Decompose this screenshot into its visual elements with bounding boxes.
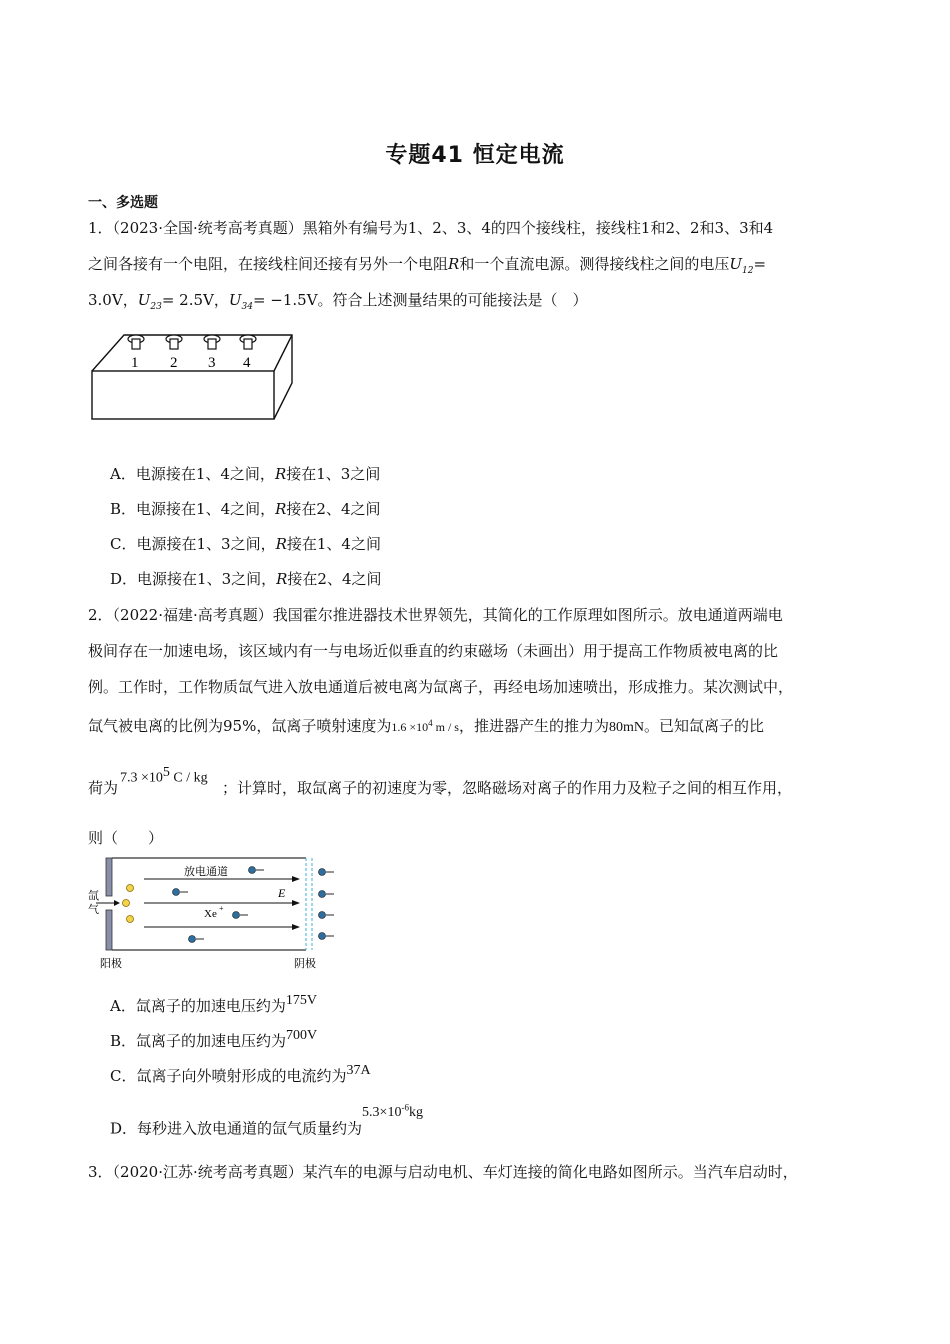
q3-line-1: 3．（2020·江苏·统考高考真题）某汽车的电源与启动电机、车灯连接的简化电路如图所示。当汽车启动时， — [88, 1163, 798, 1181]
q1-option-a[interactable]: A．电源接在1、4之间，R接在1、3之间 — [110, 465, 381, 483]
q2-line-3: 例。工作时，工作物质氙气进入放电通道后被电离为氙离子，再经电场加速喷出，形成推力。某次测试中， — [88, 678, 794, 696]
anode-label: 阳极 — [100, 958, 122, 970]
q1-option-c[interactable]: C．电源接在1、3之间，R接在1、4之间 — [110, 535, 381, 553]
anode-plate — [106, 858, 112, 896]
section-heading: 一、多选题 — [88, 195, 158, 211]
field-lines — [144, 879, 296, 927]
charge-ratio-formula: $7.3 \times 10^5$ C / kg — [120, 765, 208, 786]
svg-text:放电通道: 放电通道 — [184, 866, 228, 878]
svg-text:E: E — [278, 886, 286, 900]
thruster-figure — [86, 855, 346, 975]
q2-option-a[interactable]: A．氙离子的加速电压约为175V — [110, 993, 317, 1015]
q2-line-4: 氙气被电离的比例为95%，氙离子喷射速度为$1.6 \times 10^4$ m / s，推进器产生的推力为80mN。已知氙离子的比 — [88, 717, 764, 735]
q2-option-c[interactable]: C．氙离子向外喷射形成的电流约为37A — [110, 1063, 371, 1085]
terminal-label: 4 — [243, 355, 251, 371]
q1-option-d[interactable]: D．电源接在1、3之间，R接在2、4之间 — [110, 570, 382, 588]
cathode-label: 阴极 — [294, 958, 316, 970]
xenon-atoms — [123, 885, 134, 923]
terminal-label: 1 — [131, 355, 139, 371]
q2-line-1: 2．（2022·福建·高考真题）我国霍尔推进器技术世界领先，其简化的工作原理如图所示。放电通道两端电 — [88, 606, 783, 624]
svg-text:+: + — [219, 904, 224, 913]
q2-option-b[interactable]: B．氙离子的加速电压约为700V — [110, 1028, 318, 1050]
q2-line-2: 极间存在一加速电场，该区域内有一与电场近似垂直的约束磁场（未画出）用于提高工作物质被电离的比 — [88, 642, 779, 660]
terminal-label: 2 — [170, 355, 178, 371]
q1-line-1: 1．（2023·全国·统考高考真题）黑箱外有编号为1、2、3、4的四个接线柱，接线柱1和2、2和3、3和4 — [88, 219, 774, 237]
q2-option-d[interactable]: D．每秒进入放电通道的氙气质量约为$5.3\times 10^{-6}kg$ — [110, 1102, 423, 1138]
terminal-label: 3 — [208, 355, 216, 371]
q2-line-5: 荷为 ；计算时，取氙离子的初速度为零，忽略磁场对离子的作用力及粒子之间的相互作用， — [88, 779, 793, 797]
black-box-figure — [88, 325, 298, 425]
q1-option-b[interactable]: B．电源接在1、4之间，R接在2、4之间 — [110, 500, 381, 518]
anode-plate — [106, 910, 112, 950]
svg-text:气: 气 — [88, 904, 99, 916]
q1-line-2: 之间各接有一个电阻，在接线柱间还接有另外一个电阻R和一个直流电源。测得接线柱之间的电压$U_{12}=$ — [88, 255, 767, 276]
svg-text:氙: 氙 — [88, 890, 99, 902]
svg-text:Xe: Xe — [204, 908, 217, 920]
terminal-posts — [128, 335, 256, 349]
resistor-symbol: R — [448, 255, 460, 273]
q2-line-6: 则（ ） — [88, 829, 164, 847]
page-title: 专题41 恒定电流 — [385, 143, 565, 168]
q1-line-3: 3.0V，$U_{23}= 2.5V$，$U_{34}= -1.5V$。符合上述测量结果的可能接法是（ ） — [88, 291, 588, 312]
